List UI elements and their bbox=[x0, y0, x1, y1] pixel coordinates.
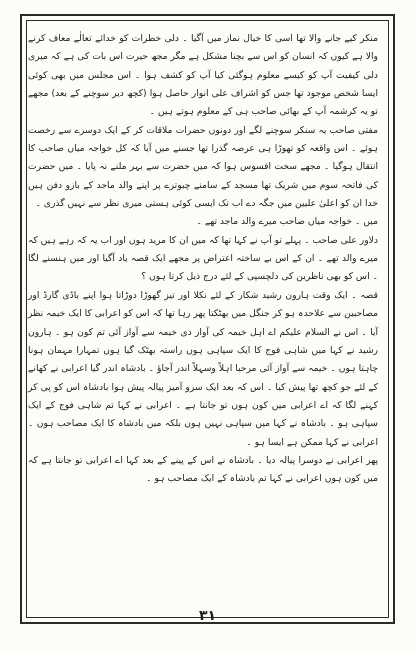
page-number: ۳۱ bbox=[198, 608, 217, 624]
paragraph-6: پھر اعرابی نے دوسرا پیالہ دیا ۔ بادشاہ نے اس کے پینے کے بعد کہا اے اعرابی تو جانتا ہے کہ میں کون ہوں اعرابی نے کہا تم بادشاہ کے ایک مصاحب ہو ۔ bbox=[28, 454, 378, 485]
paragraph-1: منکر کیے جانے والا تھا اسی کا خیال نماز میں آگیا ۔ دلی خطرات کو خدائے تعالٰے معاف کرنے والا ہے کیوں کہ انسان کو اس سے بچنا مشکل ہے مگر مجھ حیرت اس بات کی ہے کہ میری دلی کیفیت آپ کو کیسے معلوم ہوگئی کیا آپ کو کشف ہوا ۔ اس مجلس میں بھی کوئی ایسا شخص موجود تھا جس کو اشراف علی انوار حاصل ہوا (کچھ دیر سوچنے کے بعد) مجھے تو یہ کرشمہ آپ کے بھائی صاحب ہی کے معلوم ہوتے ہیں ۔ bbox=[28, 33, 378, 118]
paragraph-2: مفتی صاحب یہ سنکر سوچنے لگے اور دونوں حضرات ملاقات کر کے ایک دوسرے سے رخصت ہوئے ۔ اس واقعہ کو تھوڑا ہی عرصہ گذرا تھا جسنے میں آیا کہ کل خواجہ میاں صاحب کا انتقال ہوگیا ۔ مجھے سخت افسوس ہوا کہ میں حضرت سے بہر ملنے نہ پایا ۔ میں حضرت کی فاتحہ سوم میں شریک تھا مسجد کے سامنے چبوترے پر اپنے والد ماجد کے بازو دفن ہیں خدا ان کو اعلیٰ علیین میں جگہ دے اب تک ایسی کوئی ہستی میری نظر سے نہیں گذری ۔ bbox=[28, 124, 378, 210]
body-text bbox=[28, 30, 378, 489]
paragraph-4: دلاور علی صاحب ۔ پہلے تو آپ نے کہا تھا کہ میں ان کا مرید ہوں اور اب یہ کہ رہے ہیں کہ میرے والد تھے ۔ ان کے اس بے ساختہ اعتراض پر مجھے ایک قصہ یاد آگیا اور میں ہنسنے لگا ۔ اس کو بھی ناظرین کی دلچسپی کے لئے درج ذیل کرتا ہوں ؟ bbox=[28, 234, 378, 283]
paragraph-5: قصہ ۔ ایک وقت ہارون رشید شکار کے لئے نکلا اور تیز گھوڑا دوڑاتا ہوا اپنے باڈی گارڈ اور مصاحبین سے علاحدہ ہو کر جنگل میں بھٹکتا پھر رہا تھا کہ اس کو اعرابی کا ایک خیمہ نظر آیا ۔ اس نے السلام علیکم اے اہل خیمہ کی آواز دی خیمہ سے آواز آئی تم کون ہو ۔ ہارون رشید نے کہا میں شاہی فوج کا ایک سپاہی ہوں راستہ بھٹک گیا ہوں تمہارا مہمان ہونا چاہتا ہوں ۔ خیمہ سے آواز آئی مرحبا اہلاً وسہلاً اندر آجاؤ ۔ بادشاہ اندر گیا اعرابی نے کھانے کے لئے جو کچھ تھا پیش کیا ۔ اس کہ بعد ایک سرو آمیز پیالہ پیش ہوا بادشاہ اس کو پی کر کہنے لگا کہ اے اعرابی میں کون ہوں تو جانتا ہے ۔ اعرابی نے کہا تم شاہی فوج کے ایک سپاہی ہو ۔ بادشاہ نے کہا میں سپاہی نہیں ہوں بلکہ میں بادشاہ کا ایک مصاحب ہوں ۔ اعرابی نے کہا ممکن ہے ایسا ہو ۔ bbox=[28, 289, 378, 448]
paragraph-3: میں ۔ خواجہ میاں صاحب میرے والد ماجد تھے ۔ bbox=[196, 216, 378, 228]
